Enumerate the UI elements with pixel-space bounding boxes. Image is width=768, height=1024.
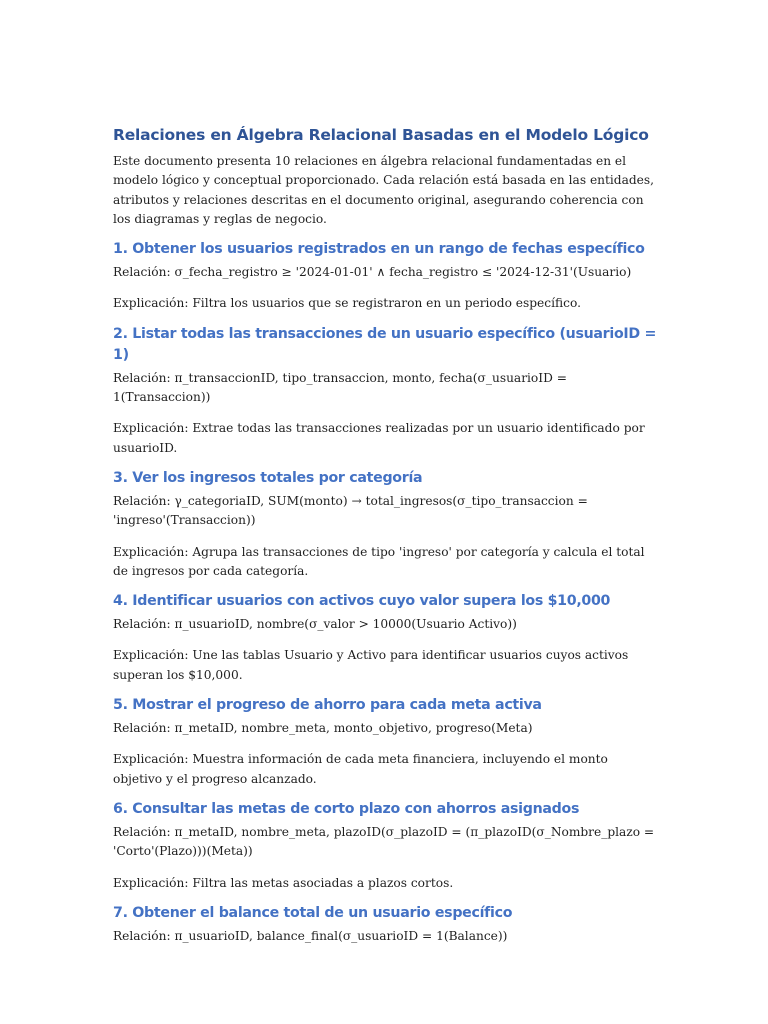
section-heading: 1. Obtener los usuarios registrados en un rango de fechas específico [113,241,645,258]
section-7 [113,903,658,946]
section-explanation: Explicación: Muestra información de cada meta financiera, incluyendo el monto objetivo y el progreso alcanzado. [113,752,608,786]
section-explanation: Explicación: Filtra las metas asociadas a plazos cortos. [113,875,454,890]
section-heading: 3. Ver los ingresos totales por categoría [113,469,423,486]
section-explanation: Explicación: Une las tablas Usuario y Activo para identificar usuarios cuyos activos superan los $10,000. [113,648,629,682]
section-explanation: Explicación: Extrae todas las transacciones realizadas por un usuario identificado por usuarioID. [113,421,645,455]
section-heading: 2. Listar todas las transacciones de un usuario específico (usuarioID = 1) [113,325,657,363]
section-relation: Relación: σ_fecha_registro ≥ '2024-01-01' ∧ fecha_registro ≤ '2024-12-31'(Usuario) [113,265,632,280]
section-3 [113,468,658,581]
section-relation: Relación: π_usuarioID, nombre(σ_valor > 10000(Usuario Activo)) [113,617,517,632]
section-relation: Relación: γ_categoriaID, SUM(monto) → total_ingresos(σ_tipo_transaccion = 'ingreso'(Transaccion)) [113,493,588,528]
section-heading: 6. Consultar las metas de corto plazo con ahorros asignados [113,800,580,817]
section-explanation: Explicación: Agrupa las transacciones de tipo 'ingreso' por categoría y calcula el total de ingresos por cada categoría. [113,544,645,578]
document-intro: Este documento presenta 10 relaciones en álgebra relacional fundamentadas en el modelo lógico y conceptual proporcionado. Cada relación está basada en las entidades, atributos y relaciones descritas en el documento original, asegurando coherencia con los diagramas y reglas de negocio. [113,154,655,226]
section-relation: Relación: π_metaID, nombre_meta, monto_objetivo, progreso(Meta) [113,721,533,736]
section-heading: 4. Identificar usuarios con activos cuyo valor supera los $10,000 [113,593,611,610]
section-heading: 7. Obtener el balance total de un usuario específico [113,904,513,921]
section-1 [113,239,658,314]
section-6 [113,799,658,893]
section-4 [113,591,658,685]
document-title: Relaciones en Álgebra Relacional Basadas en el Modelo Lógico [113,126,649,144]
section-relation: Relación: π_usuarioID, balance_final(σ_usuarioID = 1(Balance)) [113,928,508,943]
section-relation: Relación: π_metaID, nombre_meta, plazoID(σ_plazoID = (π_plazoID(σ_Nombre_plazo = 'Corto'(Plazo)))(Meta)) [113,824,655,859]
section-explanation: Explicación: Filtra los usuarios que se registraron en un periodo específico. [113,296,581,311]
section-heading: 5. Mostrar el progreso de ahorro para cada meta activa [113,697,542,714]
section-relation: Relación: π_transaccionID, tipo_transaccion, monto, fecha(σ_usuarioID = 1(Transaccion)) [113,370,567,405]
document-page [113,124,658,958]
section-5 [113,695,658,789]
section-2 [113,324,658,458]
